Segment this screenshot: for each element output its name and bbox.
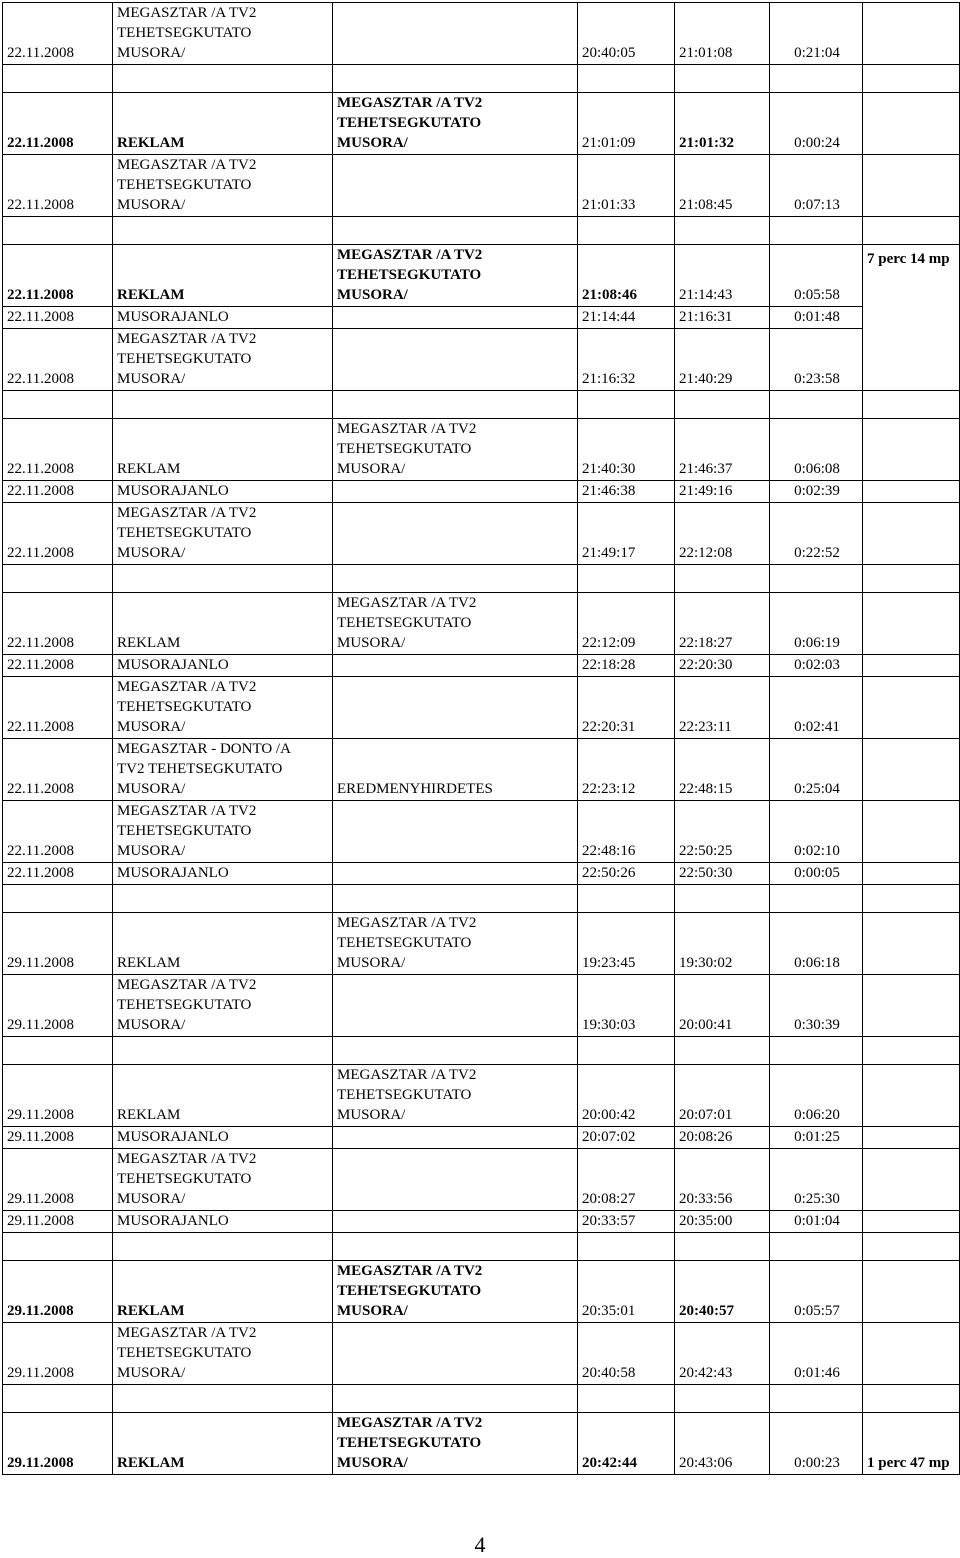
program-cell: MUSORAJANLO [113,863,333,885]
note-cell [863,1065,960,1127]
date-cell: 22.11.2008 [3,329,113,391]
program-cell: MUSORAJANLO [113,307,333,329]
start-time: 22:23:12 [578,739,675,801]
duration: 0:00:05 [770,863,863,885]
category-cell [333,503,578,565]
end-time: 21:01:32 [675,93,770,155]
note-cell [863,801,960,863]
end-time: 21:40:29 [675,329,770,391]
spacer-row [3,65,960,93]
duration: 0:06:08 [770,419,863,481]
table-row [3,677,960,739]
program-cell: MEGASZTAR /A TV2 TEHETSEGKUTATO MUSORA/ [113,503,333,565]
program-cell: MEGASZTAR /A TV2 TEHETSEGKUTATO MUSORA/ [113,329,333,391]
category-cell [333,481,578,503]
note-cell [863,739,960,801]
program-cell: MEGASZTAR /A TV2 TEHETSEGKUTATO MUSORA/ [113,1323,333,1385]
table-row [3,655,960,677]
category-cell [333,1211,578,1233]
end-time: 20:33:56 [675,1149,770,1211]
date-cell: 22.11.2008 [3,863,113,885]
table-row [3,1065,960,1127]
category-cell: MEGASZTAR /A TV2 TEHETSEGKUTATO MUSORA/ [333,1261,578,1323]
start-time: 21:40:30 [578,419,675,481]
program-cell: MEGASZTAR /A TV2 TEHETSEGKUTATO MUSORA/ [113,3,333,65]
duration: 0:01:25 [770,1127,863,1149]
duration: 0:07:13 [770,155,863,217]
category-cell: MEGASZTAR /A TV2 TEHETSEGKUTATO MUSORA/ [333,419,578,481]
table-row [3,593,960,655]
end-time: 19:30:02 [675,913,770,975]
start-time: 19:30:03 [578,975,675,1037]
duration: 0:01:48 [770,307,863,329]
end-time: 21:49:16 [675,481,770,503]
duration: 0:06:20 [770,1065,863,1127]
end-time: 22:50:30 [675,863,770,885]
note-cell [863,155,960,217]
category-cell [333,677,578,739]
table-row [3,155,960,217]
date-cell: 29.11.2008 [3,1065,113,1127]
date-cell: 22.11.2008 [3,307,113,329]
date-cell: 22.11.2008 [3,655,113,677]
end-time: 22:23:11 [675,677,770,739]
end-time: 22:12:08 [675,503,770,565]
end-time: 22:50:25 [675,801,770,863]
duration: 0:05:58 [770,245,863,307]
end-time: 21:14:43 [675,245,770,307]
start-time: 21:46:38 [578,481,675,503]
date-cell: 22.11.2008 [3,245,113,307]
program-cell: REKLAM [113,93,333,155]
table-row [3,329,960,391]
category-cell: MEGASZTAR /A TV2 TEHETSEGKUTATO MUSORA/ [333,913,578,975]
note-cell [863,593,960,655]
program-cell: REKLAM [113,245,333,307]
table-row [3,3,960,65]
duration: 0:00:24 [770,93,863,155]
date-cell: 29.11.2008 [3,1127,113,1149]
table-row [3,801,960,863]
end-time: 21:08:45 [675,155,770,217]
duration: 0:02:03 [770,655,863,677]
program-cell: MEGASZTAR /A TV2 TEHETSEGKUTATO MUSORA/ [113,801,333,863]
table-row [3,975,960,1037]
duration: 0:06:18 [770,913,863,975]
note-cell [863,1127,960,1149]
program-cell: MEGASZTAR /A TV2 TEHETSEGKUTATO MUSORA/ [113,677,333,739]
date-cell: 29.11.2008 [3,1211,113,1233]
program-cell: MUSORAJANLO [113,655,333,677]
end-time: 20:40:57 [675,1261,770,1323]
start-time: 20:40:58 [578,1323,675,1385]
broadcast-log-table [2,2,960,1475]
end-time: 22:20:30 [675,655,770,677]
end-time: 20:42:43 [675,1323,770,1385]
spacer-row [3,1233,960,1261]
date-cell: 29.11.2008 [3,975,113,1037]
duration: 0:30:39 [770,975,863,1037]
date-cell: 22.11.2008 [3,481,113,503]
program-cell: REKLAM [113,1261,333,1323]
duration: 0:00:23 [770,1413,863,1475]
end-time: 21:46:37 [675,419,770,481]
start-time: 20:42:44 [578,1413,675,1475]
duration: 0:02:39 [770,481,863,503]
note-cell [863,1323,960,1385]
date-cell: 22.11.2008 [3,677,113,739]
start-time: 20:33:57 [578,1211,675,1233]
spacer-row [3,391,960,419]
duration: 0:06:19 [770,593,863,655]
table-row [3,863,960,885]
start-time: 21:01:09 [578,93,675,155]
note-cell [863,1211,960,1233]
category-cell: MEGASZTAR /A TV2 TEHETSEGKUTATO MUSORA/ [333,1413,578,1475]
table-row [3,1413,960,1475]
note-cell [863,503,960,565]
spacer-row [3,217,960,245]
category-cell [333,155,578,217]
ad-break-total-note: 1 perc 47 mp [863,1413,960,1475]
end-time: 21:01:08 [675,3,770,65]
category-cell [333,655,578,677]
category-cell [333,329,578,391]
table-row [3,93,960,155]
duration: 0:22:52 [770,503,863,565]
note-cell [863,655,960,677]
duration: 0:21:04 [770,3,863,65]
broadcast-log-document [2,2,959,1475]
duration: 0:25:30 [770,1149,863,1211]
note-cell [863,677,960,739]
end-time: 20:00:41 [675,975,770,1037]
start-time: 22:48:16 [578,801,675,863]
table-row [3,913,960,975]
duration: 0:01:04 [770,1211,863,1233]
date-cell: 29.11.2008 [3,1413,113,1475]
table-row [3,307,960,329]
note-cell [863,975,960,1037]
program-cell: MUSORAJANLO [113,1211,333,1233]
start-time: 21:49:17 [578,503,675,565]
table-row [3,419,960,481]
start-time: 21:16:32 [578,329,675,391]
start-time: 20:08:27 [578,1149,675,1211]
spacer-row [3,1037,960,1065]
category-cell: MEGASZTAR /A TV2 TEHETSEGKUTATO MUSORA/ [333,245,578,307]
date-cell: 29.11.2008 [3,1149,113,1211]
end-time: 20:08:26 [675,1127,770,1149]
end-time: 22:48:15 [675,739,770,801]
duration: 0:02:41 [770,677,863,739]
ad-break-total-note: 7 perc 14 mp [863,245,960,391]
note-cell [863,863,960,885]
duration: 0:05:57 [770,1261,863,1323]
start-time: 20:40:05 [578,3,675,65]
program-cell: REKLAM [113,593,333,655]
start-time: 21:14:44 [578,307,675,329]
category-cell: MEGASZTAR /A TV2 TEHETSEGKUTATO MUSORA/ [333,93,578,155]
date-cell: 22.11.2008 [3,155,113,217]
note-cell [863,1261,960,1323]
date-cell: 29.11.2008 [3,913,113,975]
start-time: 22:12:09 [578,593,675,655]
date-cell: 22.11.2008 [3,739,113,801]
program-cell: REKLAM [113,419,333,481]
spacer-row [3,885,960,913]
start-time: 21:08:46 [578,245,675,307]
note-cell [863,93,960,155]
page-number: 4 [474,1532,486,1557]
date-cell: 22.11.2008 [3,93,113,155]
start-time: 21:01:33 [578,155,675,217]
category-cell: MEGASZTAR /A TV2 TEHETSEGKUTATO MUSORA/ [333,1065,578,1127]
table-row [3,245,960,307]
category-cell [333,975,578,1037]
program-cell: REKLAM [113,1065,333,1127]
program-cell: MEGASZTAR /A TV2 TEHETSEGKUTATO MUSORA/ [113,155,333,217]
table-row [3,503,960,565]
table-row [3,739,960,801]
spacer-row [3,565,960,593]
start-time: 20:35:01 [578,1261,675,1323]
note-cell [863,419,960,481]
note-cell [863,481,960,503]
note-cell [863,913,960,975]
table-row [3,1127,960,1149]
end-time: 22:18:27 [675,593,770,655]
category-cell [333,1149,578,1211]
table-row [3,481,960,503]
duration: 0:23:58 [770,329,863,391]
end-time: 20:07:01 [675,1065,770,1127]
duration: 0:25:04 [770,739,863,801]
date-cell: 29.11.2008 [3,1323,113,1385]
date-cell: 22.11.2008 [3,419,113,481]
end-time: 20:35:00 [675,1211,770,1233]
program-cell: REKLAM [113,913,333,975]
category-cell [333,863,578,885]
program-cell: MEGASZTAR /A TV2 TEHETSEGKUTATO MUSORA/ [113,975,333,1037]
category-cell [333,1127,578,1149]
start-time: 20:07:02 [578,1127,675,1149]
date-cell: 22.11.2008 [3,503,113,565]
duration: 0:01:46 [770,1323,863,1385]
note-cell [863,1149,960,1211]
category-cell: EREDMENYHIRDETES [333,739,578,801]
start-time: 22:50:26 [578,863,675,885]
start-time: 20:00:42 [578,1065,675,1127]
table-row [3,1149,960,1211]
program-cell: MEGASZTAR /A TV2 TEHETSEGKUTATO MUSORA/ [113,1149,333,1211]
spacer-row [3,1385,960,1413]
duration: 0:02:10 [770,801,863,863]
start-time: 19:23:45 [578,913,675,975]
note-cell [863,3,960,65]
program-cell: MUSORAJANLO [113,481,333,503]
table-row [3,1261,960,1323]
program-cell: MUSORAJANLO [113,1127,333,1149]
program-cell: REKLAM [113,1413,333,1475]
category-cell: MEGASZTAR /A TV2 TEHETSEGKUTATO MUSORA/ [333,593,578,655]
category-cell [333,801,578,863]
date-cell: 22.11.2008 [3,593,113,655]
start-time: 22:18:28 [578,655,675,677]
end-time: 20:43:06 [675,1413,770,1475]
category-cell [333,307,578,329]
date-cell: 22.11.2008 [3,801,113,863]
table-row [3,1323,960,1385]
program-cell: MEGASZTAR - DONTO /A TV2 TEHETSEGKUTATO MUSORA/ [113,739,333,801]
end-time: 21:16:31 [675,307,770,329]
date-cell: 29.11.2008 [3,1261,113,1323]
date-cell: 22.11.2008 [3,3,113,65]
category-cell [333,1323,578,1385]
category-cell [333,3,578,65]
start-time: 22:20:31 [578,677,675,739]
table-row [3,1211,960,1233]
